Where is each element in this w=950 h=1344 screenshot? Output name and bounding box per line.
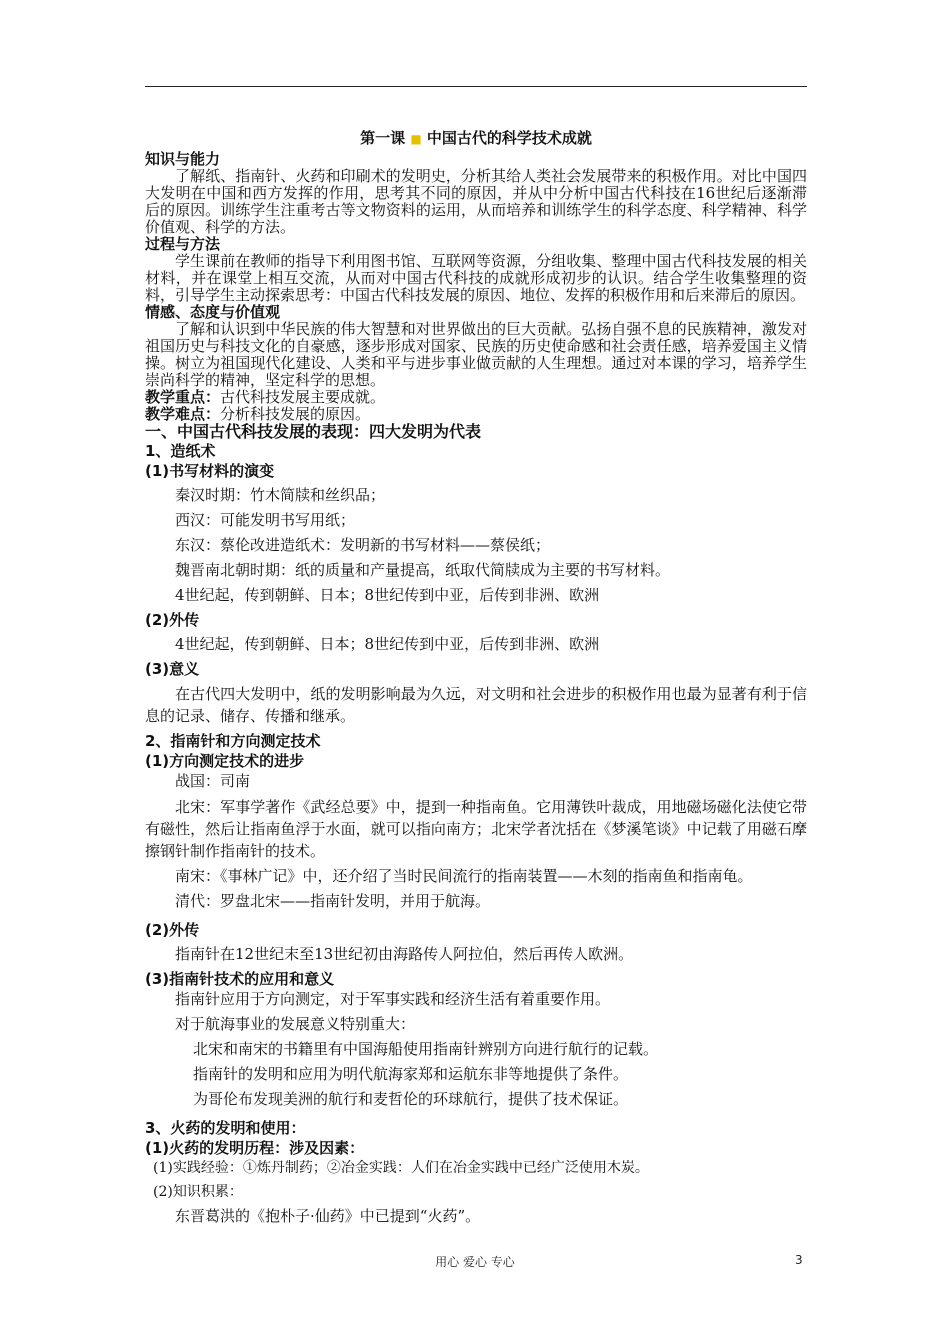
gunpowder-item3: 东晋葛洪的《抱朴子·仙药》中已提到“火药”。 <box>175 1207 481 1225</box>
compass-sub2: (2)外传 <box>145 921 200 939</box>
heading-compass: 2、指南针和方向测定技术 <box>145 732 321 750</box>
heading-emotion: 情感、态度与价值观 <box>145 303 281 321</box>
title-dot: ■ <box>410 132 422 146</box>
paper-line: 秦汉时期：竹木简牍和丝织品； <box>175 486 386 504</box>
paper-line: 西汉：可能发明书写用纸； <box>175 511 356 529</box>
paper-meaning: 在古代四大发明中，纸的发明影响最为久远，对文明和社会进步的积极作用也最为显著有利于信息的记录、储存、传播和继承。 <box>145 685 807 725</box>
paper-sub3: (3)意义 <box>145 660 200 678</box>
compass-southern-song: 南宋：《事林广记》中，还介绍了当时民间流行的指南装置——木刻的指南鱼和指南龟。 <box>175 867 753 885</box>
compass-point: 为哥伦布发现美洲的航行和麦哲伦的环球航行，提供了技术保证。 <box>193 1090 629 1108</box>
heading-paper: 1、造纸术 <box>145 442 216 460</box>
heading-knowledge: 知识与能力 <box>145 150 221 168</box>
paper-line: 4世纪起，传到朝鲜、日本；8世纪传到中亚，后传到非洲、欧洲 <box>175 586 600 604</box>
page-number: 3 <box>795 1253 803 1267</box>
para-emotion: 了解和认识到中华民族的伟大智慧和对世界做出的巨大贡献。弘扬自强不息的民族精神，激发对祖国历史与科技文化的自豪感，逐步形成对国家、民族的历史使命感和社会责任感，培养爱国主义情操。树立为祖国现代化建设、人类和平与进步事业做贡献的人生理想。通过对本课的学习，培养学生崇尚科学的精神，坚定科学的思想。 <box>145 320 807 389</box>
compass-app2: 对于航海事业的发展意义特别重大： <box>175 1015 416 1033</box>
page-footer: 用心 爱心 专心 <box>435 1255 515 1269</box>
compass-point: 指南针的发明和应用为明代航海家郑和运航东非等地提供了条件。 <box>193 1065 629 1083</box>
heading-process: 过程与方法 <box>145 235 221 253</box>
compass-point: 北宋和南宋的书籍里有中国海船使用指南针辨别方向进行航行的记载。 <box>193 1040 659 1058</box>
compass-spread: 指南针在12世纪末至13世纪初由海路传人阿拉伯，然后再传人欧洲。 <box>175 945 634 963</box>
paper-sub1: (1)书写材料的演变 <box>145 462 275 480</box>
heading-gunpowder: 3、火药的发明和使用： <box>145 1119 306 1137</box>
gunpowder-item2: (2)知识积累： <box>153 1184 243 1200</box>
difficult-label: 教学难点： <box>145 405 221 423</box>
compass-qing: 清代：罗盘北宋——指南针发明，并用于航海。 <box>175 892 491 910</box>
compass-sub3: (3)指南针技术的应用和意义 <box>145 970 335 988</box>
compass-app1: 指南针应用于方向测定，对于军事实践和经济生活有着重要作用。 <box>175 990 611 1008</box>
difficult-text: 分析科技发展的原因。 <box>220 405 371 423</box>
para-process: 学生课前在教师的指导下利用图书馆、互联网等资源，分组收集、整理中国古代科技发展的相关材料，并在课堂上相互交流，从而对中国古代科技的成就形成初步的认识。结合学生收集整理的资料，引导学生主动探索思考：中国古代科技发展的原因、地位、发挥的积极作用和后来滞后的原因。 <box>145 252 807 304</box>
key-text: 古代科技发展主要成就。 <box>220 388 386 406</box>
paper-spread: 4世纪起，传到朝鲜、日本；8世纪传到中亚，后传到非洲、欧洲 <box>175 635 600 653</box>
page-title <box>145 128 807 149</box>
compass-sub1: (1)方向测定技术的进步 <box>145 752 305 770</box>
key-point <box>145 389 807 406</box>
document-body <box>145 128 807 1231</box>
compass-warring: 战国：司南 <box>175 772 251 790</box>
paper-line: 东汉：蔡伦改进造纸术：发明新的书写材料——蔡侯纸； <box>175 536 551 554</box>
gunpowder-sub1: (1)火药的发明历程：涉及因素： <box>145 1139 365 1157</box>
difficult-point <box>145 406 807 423</box>
para-knowledge: 了解纸、指南针、火药和印刷术的发明史，分析其给人类社会发展带来的积极作用。对比中国四大发明在中国和西方发挥的作用，思考其不同的原因，并从中分析中国古代科技在16世纪后逐渐滞后的原因。训练学生注重考古等文物资料的运用，从而培养和训练学生的科学态度、科学精神、科学价值观、科学的方法。 <box>145 167 807 236</box>
compass-northern-song: 北宋：军事学著作《武经总要》中，提到一种指南鱼。它用薄铁叶裁成，用地磁场磁化法使它带有磁性，然后让指南鱼浮于水面，就可以指向南方；北宋学者沈括在《梦溪笔谈》中记载了用磁石摩擦钢针制作指南针的技术。 <box>145 798 807 860</box>
paper-sub2: (2)外传 <box>145 611 200 629</box>
title-text: 中国古代的科学技术成就 <box>426 129 592 147</box>
heading-part1: 一、中国古代科技发展的表现：四大发明为代表 <box>145 422 482 441</box>
gunpowder-item1: (1)实践经验：①炼丹制药；②冶金实践：人们在冶金实践中已经广泛使用木炭。 <box>153 1160 649 1176</box>
header-rule <box>145 86 807 87</box>
paper-line: 魏晋南北朝时期：纸的质量和产量提高，纸取代简牍成为主要的书写材料。 <box>175 561 671 579</box>
key-label: 教学重点： <box>145 388 221 406</box>
title-lesson: 第一课 <box>360 129 406 147</box>
